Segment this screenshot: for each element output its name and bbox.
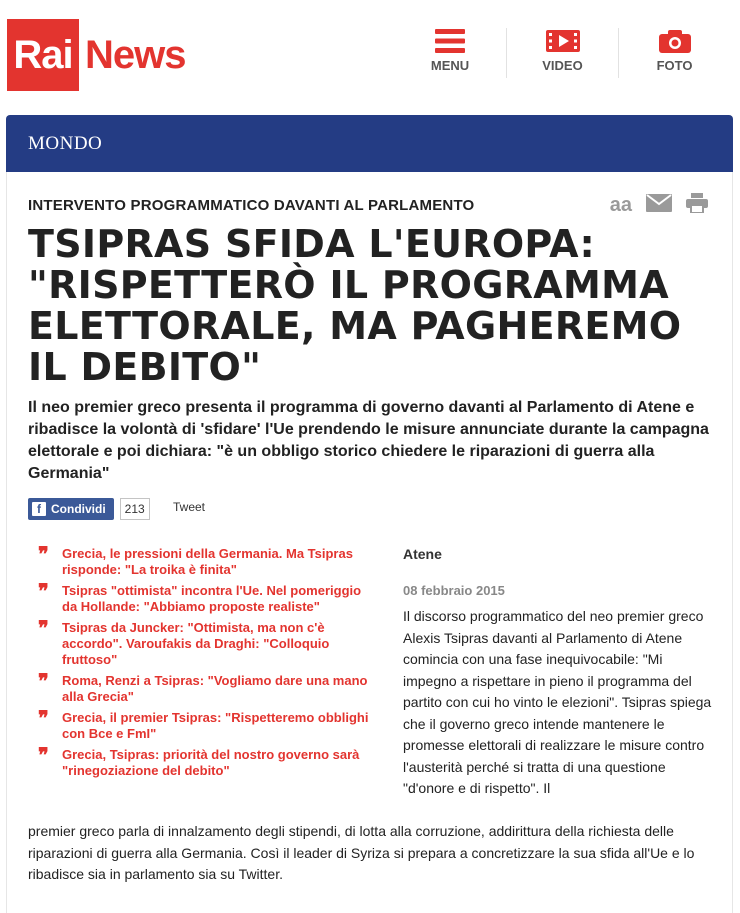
related-article[interactable]: [38, 706, 378, 742]
facebook-share-count: 213: [120, 498, 150, 520]
related-article-link[interactable]: Roma, Renzi a Tsipras: "Vogliamo dare una mano alla Grecia": [62, 673, 368, 704]
nav-video-label: VIDEO: [542, 58, 583, 73]
article-date: 08 febbraio 2015: [403, 583, 505, 598]
facebook-share-label: Condividi: [51, 502, 106, 516]
related-article-link[interactable]: Tsipras da Juncker: "Ottimista, ma non c'è accordo". Varoufakis da Draghi: "Colloquio fruttoso": [62, 620, 330, 667]
font-size-button[interactable]: [610, 194, 632, 217]
quote-icon: ❞: [38, 706, 49, 730]
article-kicker: INTERVENTO PROGRAMMATICO DAVANTI AL PARLAMENTO: [28, 197, 475, 214]
facebook-share-button[interactable]: [28, 498, 114, 520]
article-headline: TSIPRAS SFIDA L'EUROPA: "RISPETTERÒ IL PROGRAMMA ELETTORALE, MA PAGHEREMO IL DEBITO": [28, 222, 682, 389]
rainews-logo[interactable]: [7, 19, 186, 91]
nav-video-button[interactable]: [506, 28, 618, 78]
tweet-button[interactable]: Tweet: [173, 500, 206, 514]
article-place: Atene: [403, 546, 442, 562]
facebook-icon: f: [32, 502, 46, 516]
nav-foto-button[interactable]: [618, 28, 730, 78]
related-article-link[interactable]: Grecia, il premier Tsipras: "Rispetteremo obblighi con Bce e FmI": [62, 710, 369, 741]
nav-foto-label: FOTO: [656, 58, 693, 73]
quote-icon: ❞: [38, 542, 49, 566]
quote-icon: ❞: [38, 669, 49, 693]
site-header: [0, 0, 740, 100]
camera-icon: [619, 28, 730, 54]
article-body-column: Il discorso programmatico del neo premier greco Alexis Tsipras davanti al Parlamento di Atene comincia con una fase inequivocabile: "Mi impegno a rispettare in pieno il programma del partito con cui ho vinto le elezioni". Tsipras spiega che il governo greco intende mantenere le promesse elettorali di realizzare le misure contro l'austerità perché si tratta di una questione "d'onore e di rispetto". Il: [403, 608, 712, 796]
share-bar: [28, 498, 150, 520]
related-article[interactable]: [38, 616, 378, 668]
related-article[interactable]: [38, 579, 378, 615]
video-icon: [507, 28, 618, 54]
quote-icon: ❞: [38, 743, 49, 767]
article-summary: Il neo premier greco presenta il programma di governo davanti al Parlamento di Atene e ribadisce la volontà di 'sfidare' l'Ue prendendo le misure annunciate durante la campagna elettorale e poi dichiara: "è un obbligo storico chiedere le riparazioni di guerra alla Germania": [28, 399, 709, 482]
article-tools: [610, 193, 708, 218]
nav-menu-button[interactable]: [394, 28, 506, 78]
related-article-link[interactable]: Grecia, Tsipras: priorità del nostro governo sarà "rinegoziazione del debito": [62, 747, 360, 778]
article-body-full: premier greco parla di innalzamento degli stipendi, di lotta alla corruzione, addirittura della richiesta delle riparazioni di guerra alla Germania. Così il leader di Syriza si prepara a concretizzare la sua sfida all'Ue e lo ribadisce sia in parlamento sia su Twitter.: [28, 823, 695, 882]
quote-icon: ❞: [38, 579, 49, 603]
related-article-link[interactable]: Grecia, le pressioni della Germania. Ma Tsipras risponde: "La troika è finita": [62, 546, 353, 577]
font-size-icon: aa: [609, 194, 632, 216]
related-article-link[interactable]: Tsipras "ottimista" incontra l'Ue. Nel pomeriggio da Hollande: "Abbiamo proposte realiste": [62, 583, 362, 614]
top-nav: [394, 28, 730, 78]
logo-rai: Rai: [7, 19, 79, 91]
section-title[interactable]: MONDO: [28, 133, 103, 154]
print-icon[interactable]: [686, 193, 708, 218]
related-article[interactable]: [38, 743, 378, 779]
logo-news: News: [85, 32, 186, 77]
section-bar: [6, 115, 733, 172]
related-article[interactable]: [38, 542, 378, 578]
nav-menu-label: MENU: [430, 58, 470, 73]
email-icon[interactable]: [646, 194, 672, 217]
related-articles-list: [38, 542, 378, 784]
hamburger-menu-icon: [394, 28, 506, 54]
related-article[interactable]: [38, 669, 378, 705]
quote-icon: ❞: [38, 616, 49, 640]
